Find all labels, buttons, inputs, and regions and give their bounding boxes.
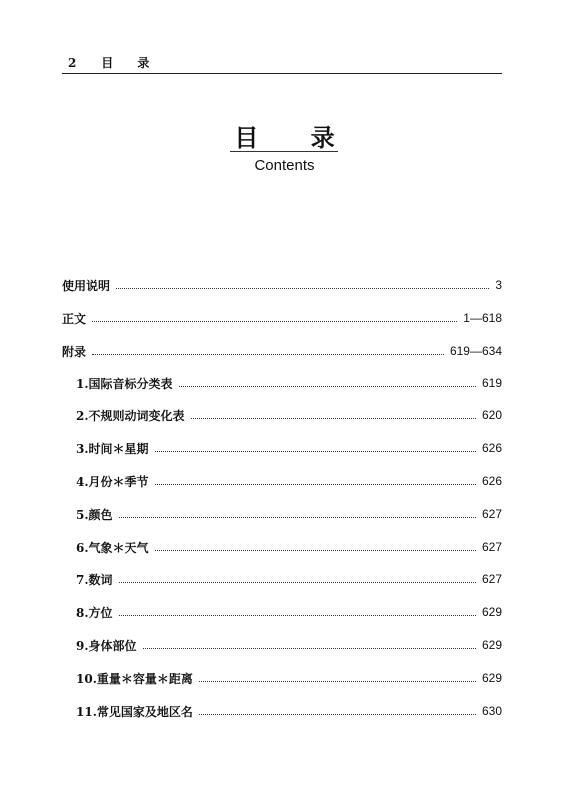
dot-leader — [155, 450, 476, 452]
toc-subentry[interactable] — [76, 406, 502, 424]
toc-entry-title: 2.不规则动词变化表 — [76, 408, 185, 423]
toc-entry-page: 627 — [481, 507, 502, 521]
toc-entry-page: 619—634 — [449, 344, 502, 358]
header-divider — [62, 73, 502, 74]
toc-entry-title: 9.身体部位 — [76, 638, 137, 653]
toc-subentry[interactable] — [76, 472, 502, 490]
dot-leader — [155, 549, 476, 551]
toc-subentry[interactable] — [76, 636, 502, 654]
toc-entry-title: 1.国际音标分类表 — [76, 376, 173, 391]
dot-leader — [155, 483, 476, 485]
toc-entry-page: 627 — [481, 572, 502, 586]
dot-leader — [119, 614, 476, 616]
toc-entry-title: 11.常见国家及地区名 — [76, 704, 193, 719]
dot-leader — [179, 385, 476, 387]
toc-entry-title: 正文 — [62, 311, 87, 326]
toc-entry-title: 使用说明 — [62, 278, 111, 293]
toc-subentry[interactable] — [76, 570, 502, 588]
toc-entry-main-text[interactable] — [62, 309, 502, 327]
toc-entry-title: 8.方位 — [76, 605, 113, 620]
toc-entry-title: 附录 — [62, 344, 87, 359]
toc-entry-page: 629 — [481, 638, 502, 652]
dot-leader — [116, 287, 489, 289]
toc-entry-title: 3.时间＊星期 — [76, 441, 149, 456]
dot-leader — [92, 353, 444, 355]
toc-entry-title: 7.数词 — [76, 572, 113, 587]
running-header — [62, 54, 502, 71]
toc-entry-page: 629 — [481, 605, 502, 619]
dot-leader — [143, 647, 476, 649]
header-section-title: 目 录 — [101, 56, 160, 70]
toc-entry-page: 630 — [481, 704, 502, 718]
page-title: 目 录 — [234, 124, 357, 152]
toc-subentry[interactable] — [76, 505, 502, 523]
toc-subentry[interactable] — [76, 702, 502, 720]
toc-entry-title: 4.月份＊季节 — [76, 474, 149, 489]
toc-subentry[interactable] — [76, 374, 502, 392]
dot-leader — [191, 417, 476, 419]
toc-entry-instructions[interactable] — [62, 276, 502, 294]
toc-entry-page: 629 — [481, 671, 502, 685]
toc-entry-page: 3 — [495, 278, 502, 292]
toc-entry-page: 619 — [481, 376, 502, 390]
toc-entry-page: 627 — [481, 540, 502, 554]
toc-subentry[interactable] — [76, 538, 502, 556]
toc-entry-title: 5.颜色 — [76, 507, 113, 522]
dot-leader — [199, 680, 476, 682]
toc-entry-page: 626 — [481, 474, 502, 488]
dot-leader — [199, 713, 476, 715]
title-underline — [230, 151, 338, 152]
toc-entry-page: 626 — [481, 441, 502, 455]
toc-entry-title: 6.气象＊天气 — [76, 540, 149, 555]
toc-subentry[interactable] — [76, 669, 502, 687]
toc-entry-page: 1—618 — [463, 311, 502, 325]
header-page-number: 2 — [68, 56, 78, 70]
dot-leader — [119, 516, 476, 518]
toc-subentry[interactable] — [76, 439, 502, 457]
toc-subentry[interactable] — [76, 603, 502, 621]
page-subtitle: Contents — [254, 157, 315, 174]
toc-entry-page: 620 — [481, 408, 502, 422]
dot-leader — [119, 581, 476, 583]
dot-leader — [92, 320, 457, 322]
toc-entry-appendix[interactable] — [62, 342, 502, 360]
toc-entry-title: 10.重量＊容量＊距离 — [76, 671, 193, 686]
